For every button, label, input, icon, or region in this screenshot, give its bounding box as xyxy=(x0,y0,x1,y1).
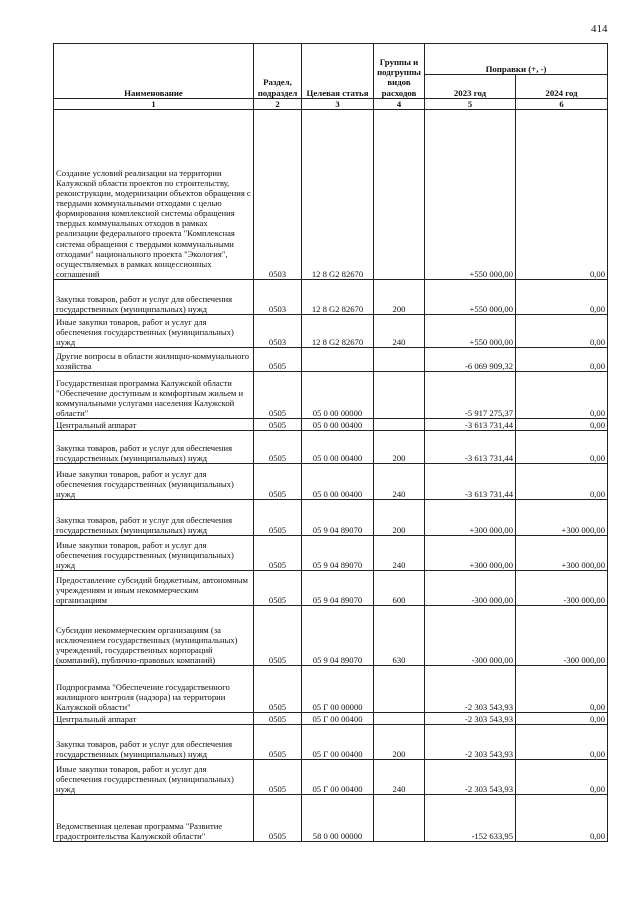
row-name: Иные закупки товаров, работ и услуг для обеспечения государственных (муниципальных) нужд xyxy=(54,760,254,795)
row-amount-2023: +300 000,00 xyxy=(425,536,516,571)
row-amount-2023: +550 000,00 xyxy=(425,315,516,348)
row-group xyxy=(374,795,425,842)
row-name: Другие вопросы в области жилищно-коммунального хозяйства xyxy=(54,348,254,372)
row-amount-2024: 0,00 xyxy=(516,431,608,464)
row-amount-2023: -2 303 543,93 xyxy=(425,713,516,725)
row-group: 200 xyxy=(374,280,425,315)
row-section: 0505 xyxy=(254,795,302,842)
row-amount-2023: +550 000,00 xyxy=(425,280,516,315)
row-amount-2023: -2 303 543,93 xyxy=(425,666,516,713)
row-group xyxy=(374,110,425,280)
row-amount-2024: -300 000,00 xyxy=(516,606,608,666)
row-section: 0505 xyxy=(254,606,302,666)
row-target: 05 9 04 89070 xyxy=(302,500,374,536)
row-amount-2023: +300 000,00 xyxy=(425,500,516,536)
row-section: 0505 xyxy=(254,372,302,419)
row-name: Центральный аппарат xyxy=(54,713,254,725)
table-row xyxy=(54,713,608,725)
row-amount-2023: -300 000,00 xyxy=(425,606,516,666)
row-target: 05 9 04 89070 xyxy=(302,571,374,606)
row-target: 05 9 04 89070 xyxy=(302,606,374,666)
row-amount-2024: 0,00 xyxy=(516,280,608,315)
row-target: 12 8 G2 82670 xyxy=(302,315,374,348)
row-section: 0503 xyxy=(254,110,302,280)
table-row xyxy=(54,760,608,795)
row-name: Субсидии некоммерческим организациям (за исключением государственных (муниципальных) учреждений, государственных корпораций (компаний), публично-правовых компаний) xyxy=(54,606,254,666)
row-group: 200 xyxy=(374,725,425,760)
row-section: 0505 xyxy=(254,431,302,464)
row-target: 58 0 00 00000 xyxy=(302,795,374,842)
table-row xyxy=(54,606,608,666)
col-header-year-2023: 2023 год xyxy=(425,75,516,99)
row-section: 0505 xyxy=(254,536,302,571)
row-target xyxy=(302,348,374,372)
table-row xyxy=(54,536,608,571)
row-target: 05 Г 00 00400 xyxy=(302,713,374,725)
table-row xyxy=(54,500,608,536)
row-name: Иные закупки товаров, работ и услуг для обеспечения государственных (муниципальных) нужд xyxy=(54,315,254,348)
col-number: 1 xyxy=(54,99,254,110)
row-group: 200 xyxy=(374,431,425,464)
col-header-section: Раздел, подраздел xyxy=(254,44,302,99)
row-name: Иные закупки товаров, работ и услуг для обеспечения государственных (муниципальных) нужд xyxy=(54,464,254,500)
row-name: Ведомственная целевая программа "Развитие градостроительства Калужской области" xyxy=(54,795,254,842)
row-section: 0505 xyxy=(254,666,302,713)
row-group xyxy=(374,713,425,725)
table-row xyxy=(54,315,608,348)
row-section: 0505 xyxy=(254,464,302,500)
row-name: Государственная программа Калужской области "Обеспечение доступным и комфортным жильем и коммунальными услугами населения Калужской области" xyxy=(54,372,254,419)
row-group xyxy=(374,348,425,372)
row-amount-2024: 0,00 xyxy=(516,110,608,280)
col-header-groups: Группы и подгруппы видов расходов xyxy=(374,44,425,99)
row-amount-2023: -2 303 543,93 xyxy=(425,760,516,795)
row-amount-2023: -300 000,00 xyxy=(425,571,516,606)
row-group xyxy=(374,372,425,419)
table-row xyxy=(54,795,608,842)
row-section: 0505 xyxy=(254,571,302,606)
row-name: Создание условий реализации на территории Калужской области проектов по строительству, реконструкции, модернизации объектов обращения с твердыми коммунальными отходами с целью формирования комплексной системы обращения твердых коммунальных отходов в рамках реализации федерального проекта "Комплексная система обращения с твердыми коммунальными отходами" национального проекта "Экология", осуществляемых в рамках концессионных соглашений xyxy=(54,110,254,280)
table-row xyxy=(54,571,608,606)
col-header-name: Наименование xyxy=(54,44,254,99)
row-section: 0505 xyxy=(254,725,302,760)
col-header-year-2024: 2024 год xyxy=(516,75,608,99)
row-name: Предоставление субсидий бюджетным, автономным учреждениям и иным некоммерческим организациям xyxy=(54,571,254,606)
row-section: 0505 xyxy=(254,713,302,725)
row-group: 630 xyxy=(374,606,425,666)
row-section: 0503 xyxy=(254,280,302,315)
row-name: Подпрограмма "Обеспечение государственного жилищного контроля (надзора) на территории Калужской области" xyxy=(54,666,254,713)
col-header-target: Целевая статья xyxy=(302,44,374,99)
row-section: 0505 xyxy=(254,419,302,431)
row-group: 240 xyxy=(374,536,425,571)
row-amount-2024: 0,00 xyxy=(516,666,608,713)
row-amount-2023: -3 613 731,44 xyxy=(425,419,516,431)
row-amount-2024: 0,00 xyxy=(516,464,608,500)
row-name: Закупка товаров, работ и услуг для обеспечения государственных (муниципальных) нужд xyxy=(54,431,254,464)
table-row xyxy=(54,419,608,431)
row-target: 05 0 00 00000 xyxy=(302,372,374,419)
row-section: 0503 xyxy=(254,315,302,348)
row-group: 240 xyxy=(374,760,425,795)
row-target: 05 Г 00 00400 xyxy=(302,725,374,760)
row-target: 05 Г 00 00400 xyxy=(302,760,374,795)
row-amount-2024: 0,00 xyxy=(516,760,608,795)
col-number: 2 xyxy=(254,99,302,110)
col-number: 5 xyxy=(425,99,516,110)
table-row xyxy=(54,372,608,419)
table-row xyxy=(54,348,608,372)
row-name: Закупка товаров, работ и услуг для обеспечения государственных (муниципальных) нужд xyxy=(54,725,254,760)
row-amount-2024: 0,00 xyxy=(516,419,608,431)
table-row xyxy=(54,110,608,280)
col-number: 6 xyxy=(516,99,608,110)
row-name: Закупка товаров, работ и услуг для обеспечения государственных (муниципальных) нужд xyxy=(54,280,254,315)
row-group xyxy=(374,666,425,713)
row-group: 600 xyxy=(374,571,425,606)
row-amount-2023: -152 633,95 xyxy=(425,795,516,842)
row-target: 05 9 04 89070 xyxy=(302,536,374,571)
row-section: 0505 xyxy=(254,348,302,372)
row-amount-2023: -5 917 275,37 xyxy=(425,372,516,419)
page-number: 414 xyxy=(591,23,608,35)
row-group: 240 xyxy=(374,315,425,348)
row-amount-2024: 0,00 xyxy=(516,348,608,372)
row-amount-2024: 0,00 xyxy=(516,725,608,760)
row-amount-2024: -300 000,00 xyxy=(516,571,608,606)
row-name: Закупка товаров, работ и услуг для обеспечения государственных (муниципальных) нужд xyxy=(54,500,254,536)
row-section: 0505 xyxy=(254,760,302,795)
row-amount-2024: +300 000,00 xyxy=(516,500,608,536)
table-row xyxy=(54,280,608,315)
row-amount-2024: +300 000,00 xyxy=(516,536,608,571)
row-section: 0505 xyxy=(254,500,302,536)
row-target: 05 0 00 00400 xyxy=(302,431,374,464)
row-target: 12 8 G2 82670 xyxy=(302,280,374,315)
row-target: 05 0 00 00400 xyxy=(302,464,374,500)
col-header-amendments: Поправки (+, -) xyxy=(425,44,608,75)
col-number: 3 xyxy=(302,99,374,110)
row-group: 240 xyxy=(374,464,425,500)
col-number: 4 xyxy=(374,99,425,110)
row-amount-2023: -3 613 731,44 xyxy=(425,431,516,464)
row-target: 05 0 00 00400 xyxy=(302,419,374,431)
row-target: 12 8 G2 82670 xyxy=(302,110,374,280)
row-amount-2024: 0,00 xyxy=(516,372,608,419)
row-amount-2024: 0,00 xyxy=(516,315,608,348)
row-amount-2023: -3 613 731,44 xyxy=(425,464,516,500)
table-row xyxy=(54,725,608,760)
row-amount-2023: +550 000,00 xyxy=(425,110,516,280)
row-amount-2024: 0,00 xyxy=(516,713,608,725)
row-amount-2024: 0,00 xyxy=(516,795,608,842)
row-amount-2023: -2 303 543,93 xyxy=(425,725,516,760)
row-group: 200 xyxy=(374,500,425,536)
table-row xyxy=(54,666,608,713)
row-target: 05 Г 00 00000 xyxy=(302,666,374,713)
table-row xyxy=(54,464,608,500)
row-name: Центральный аппарат xyxy=(54,419,254,431)
row-group xyxy=(374,419,425,431)
budget-amendments-table xyxy=(53,43,608,842)
row-amount-2023: -6 069 909,32 xyxy=(425,348,516,372)
row-name: Иные закупки товаров, работ и услуг для обеспечения государственных (муниципальных) нужд xyxy=(54,536,254,571)
table-row xyxy=(54,431,608,464)
